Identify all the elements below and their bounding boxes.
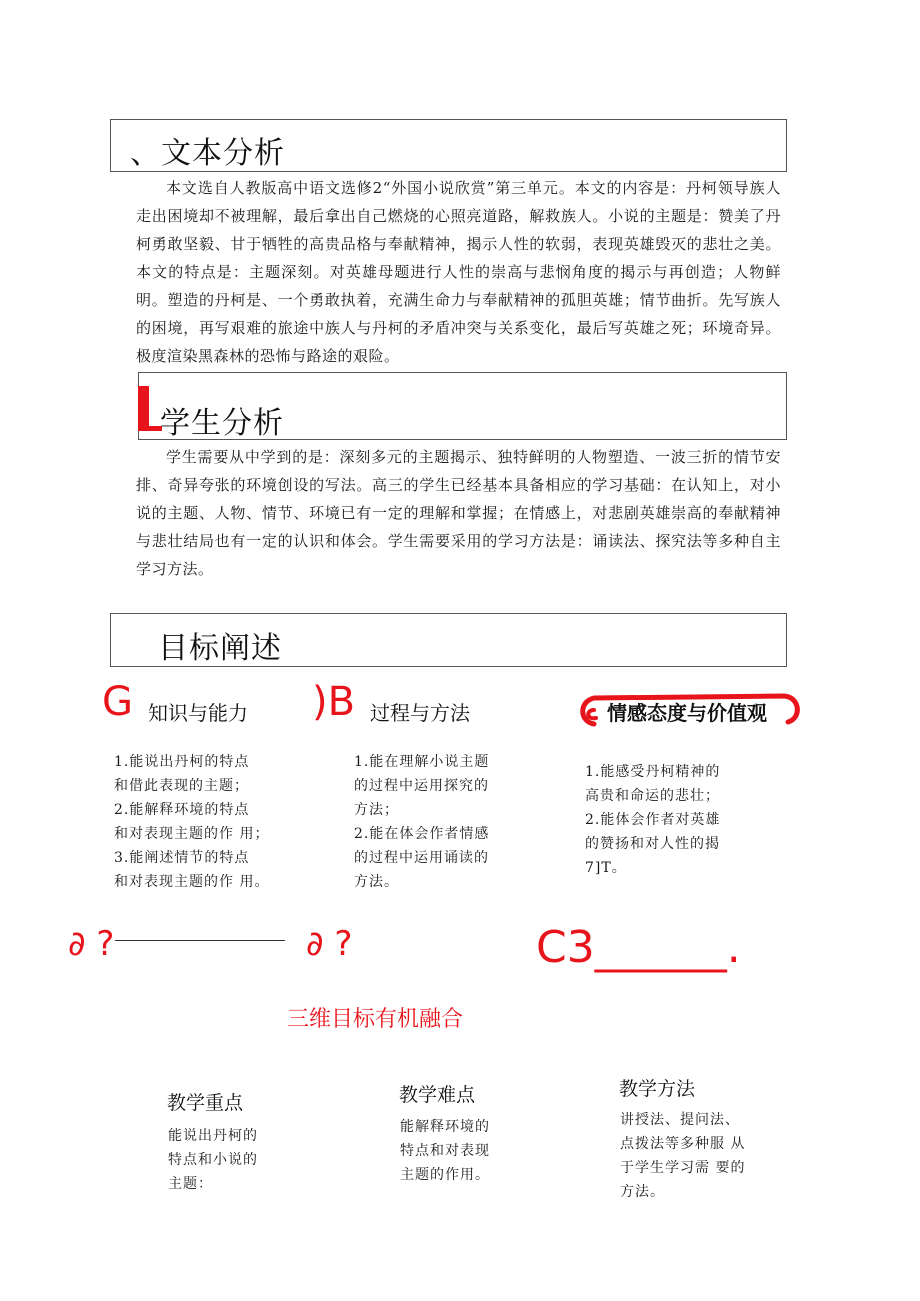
student-analysis-body: 学生需要从中学到的是：深刻多元的主题揭示、独特鲜明的人物塑造、一波三折的情节安排、奇异夸张的环境创设的写法。高三的学生已经基本具备相应的学习基础：在认知上，对小说的主题、人物、情节、环境已有一定的理解和掌握；在情感上，对悲剧英雄崇高的奉献精神与悲壮结局也有一定的认识和体会。学生需要采用的学习方法是：诵读法、探究法等多种自主学习方法。 xyxy=(136,448,781,578)
goal-heading-knowledge: 知识与能力 xyxy=(148,701,248,725)
section-title-goals: 目标阐述 xyxy=(158,631,282,666)
goal-line: 2.能解释环境的特点 xyxy=(114,802,250,818)
student-analysis-paragraph xyxy=(136,443,781,583)
mark-symbol-1: ∂ ? xyxy=(68,924,115,964)
red-bar-marker xyxy=(138,386,149,430)
text-line: 点拨法等多种服 从 xyxy=(620,1136,746,1152)
text-line: 主题的作用。 xyxy=(400,1167,490,1183)
text-line: 讲授法、提问法、 xyxy=(620,1112,740,1128)
goal-line: 7]T。 xyxy=(585,860,627,876)
goal-line: 1.能感受丹柯精神的 xyxy=(585,764,721,780)
goal-line: 和对表现主题的作 用； xyxy=(114,826,270,842)
goal-line: 2.能体会作者对英雄 xyxy=(585,812,721,828)
heading-teaching-methods: 教学方法 xyxy=(619,1078,696,1100)
text-line: 于学生学习需 要的 xyxy=(620,1160,746,1176)
difficult-points-text xyxy=(400,1115,540,1187)
section-title-text-analysis: 、文本分析 xyxy=(130,136,285,171)
mark-c3: C3______. xyxy=(536,922,741,973)
text-line: 主题： xyxy=(168,1176,213,1192)
goal-line: 3.能阐述情节的特点 xyxy=(114,850,250,866)
goal-letter-g: G xyxy=(102,679,133,725)
section-title-student-analysis: 学生分析 xyxy=(160,406,284,441)
text-line: 能说出丹柯的 xyxy=(168,1128,258,1144)
text-analysis-body: 本文选自人教版高中语文选修2“外国小说欣赏”第三单元。本文的内容是：丹柯领导族人走出困境却不被理解，最后拿出自己燃烧的心照亮道路，解救族人。小说的主题是：赞美了丹柯勇敢坚毅、甘于牺牲的高贵品格与奉献精神，揭示人性的软弱，表现英雄毁灭的悲壮之美。本文的特点是：主题深刻。对英雄母题进行人性的崇高与悲悯角度的揭示与再创造；人物鲜明。塑造的丹柯是、一个勇敢执着，充满生命力与奉献精神的孤胆英雄；情节曲折。先写族人的困境，再写艰难的旅途中族人与丹柯的矛盾冲突与关系变化，最后写英雄之死；环境奇异。极度渲染黑森林的恐怖与路途的艰险。 xyxy=(136,179,781,365)
goal-letter-b: )B xyxy=(312,679,356,725)
goal-line: 高贵和命运的悲壮； xyxy=(585,788,720,804)
goal-line: 的过程中运用探究的 xyxy=(354,778,489,794)
goal-list-process xyxy=(354,750,534,894)
goal-line: 的过程中运用诵读的 xyxy=(354,850,489,866)
goal-list-knowledge xyxy=(114,750,294,894)
heading-key-points: 教学重点 xyxy=(167,1092,244,1114)
divider-line xyxy=(115,940,285,941)
fusion-title: 三维目标有机融合 xyxy=(287,1007,464,1032)
goal-line: 方法。 xyxy=(354,874,399,890)
goal-line: 和借此表现的主题； xyxy=(114,778,249,794)
goal-heading-emotion: 情感态度与价值观 xyxy=(607,701,767,725)
goal-heading-process: 过程与方法 xyxy=(370,701,470,725)
heading-difficult-points: 教学难点 xyxy=(399,1084,476,1106)
mark-symbol-2: ∂ ? xyxy=(306,924,353,964)
text-line: 能解释环境的 xyxy=(400,1119,490,1135)
text-line: 方法。 xyxy=(620,1184,665,1200)
text-line: 特点和小说的 xyxy=(168,1152,258,1168)
red-bar-underline xyxy=(138,426,162,431)
text-line: 特点和对表现 xyxy=(400,1143,490,1159)
text-analysis-paragraph xyxy=(136,174,781,370)
goal-list-emotion xyxy=(585,760,765,880)
goal-line: 和对表现主题的作 用。 xyxy=(114,874,270,890)
goal-line: 2.能在体会作者情感 xyxy=(354,826,490,842)
goal-line: 1.能在理解小说主题 xyxy=(354,754,490,770)
goal-line: 方法； xyxy=(354,802,399,818)
goal-line: 的赞扬和对人性的揭 xyxy=(585,836,720,852)
goal-line: 1.能说出丹柯的特点 xyxy=(114,754,250,770)
key-points-text xyxy=(168,1124,308,1196)
teaching-methods-text xyxy=(620,1108,790,1204)
